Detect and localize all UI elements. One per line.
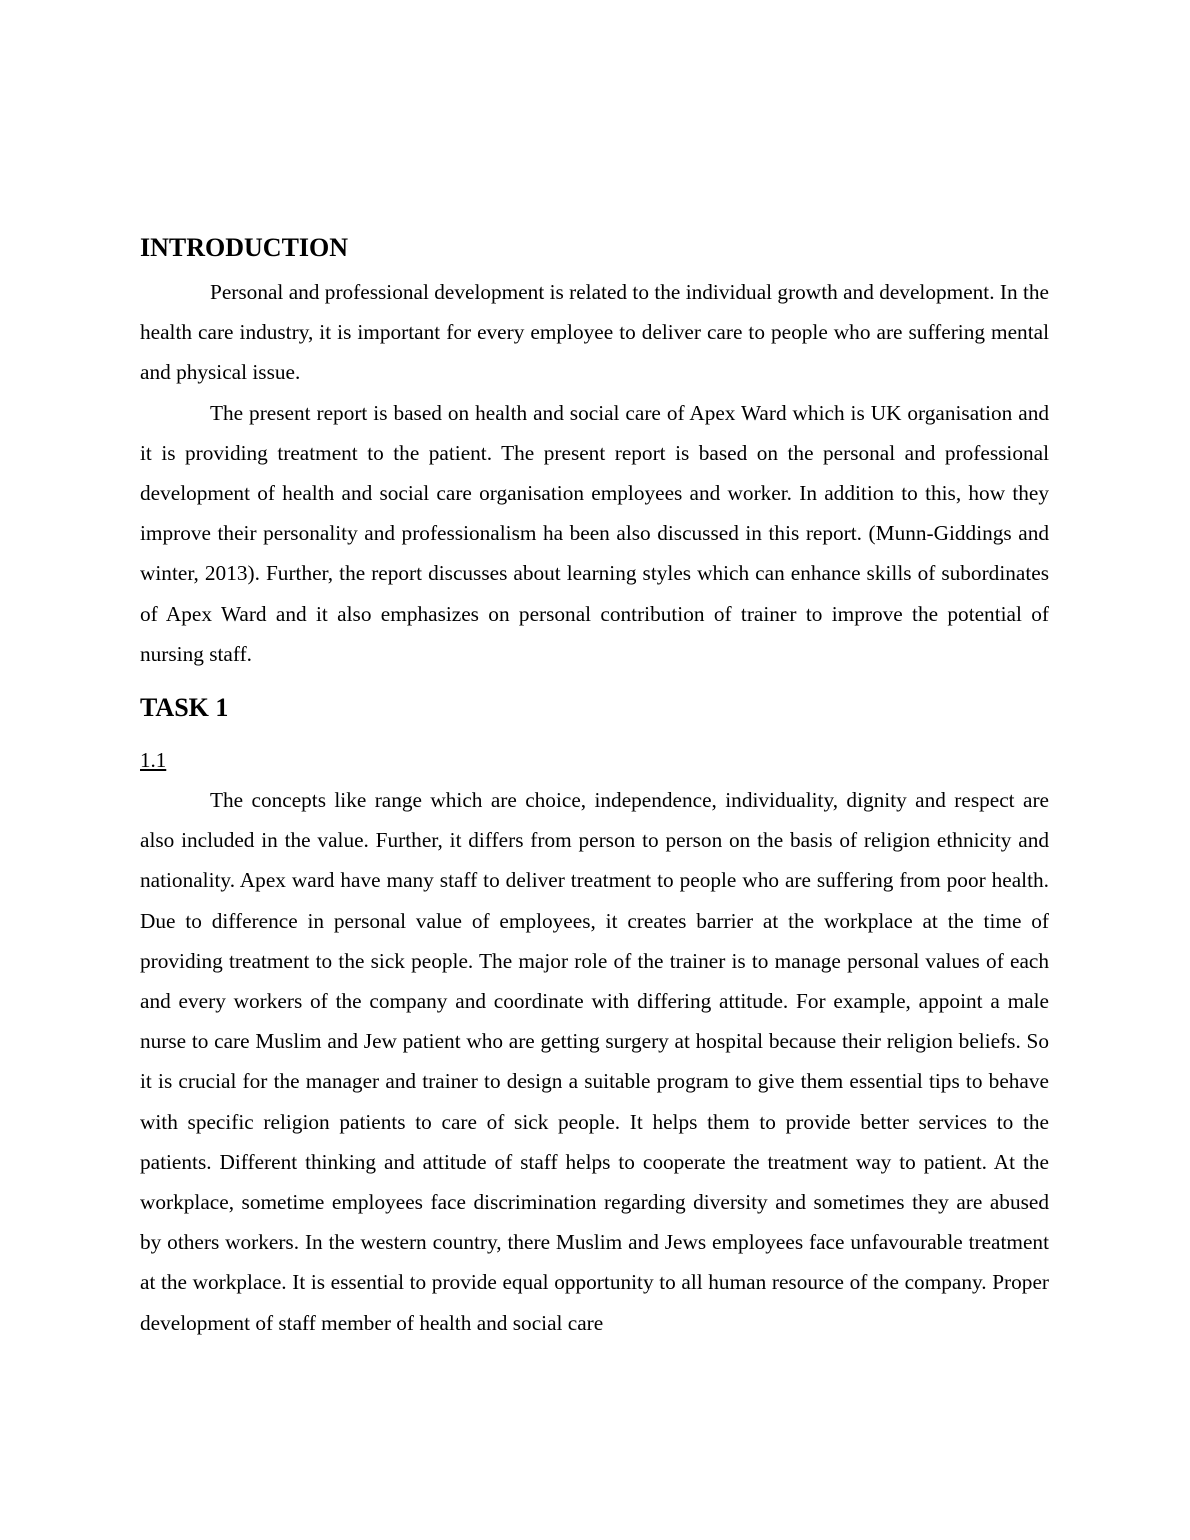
task-1-paragraph: The concepts like range which are choice, independence, individuality, dignity and respect are also included in the value. Further, it differs from person to person on the basis of religion ethnicity and nationality. Apex ward have many staff to deliver treatment to people who are suffering from poor health. Due to difference in personal value of employees, it creates barrier at the workplace at the time of providing treatment to the sick people. The major role of the trainer is to manage personal values of each and every workers of the company and coordinate with differing attitude. For example, appoint a male nurse to care Muslim and Jew patient who are getting surgery at hospital because their religion beliefs. So it is crucial for the manager and trainer to design a suitable program to give them essential tips to behave with specific religion patients to care of sick people. It helps them to provide better services to the patients. Different thinking and attitude of staff helps to cooperate the treatment way to patient. At the workplace, sometime employees face discrimination regarding diversity and sometimes they are abused by others workers. In the western country, there Muslim and Jews employees face unfavourable treatment at the workplace. It is essential to provide equal opportunity to all human resource of the company. Proper development of staff member of health and social care (140, 788, 1049, 1335)
introduction-heading: INTRODUCTION (140, 233, 349, 262)
introduction-paragraph: Personal and professional development is related to the individual growth and development. In the health care industry, it is important for every employee to deliver care to people who are suffering mental and physical issue. (140, 280, 1049, 385)
document-page (140, 228, 1049, 1343)
task-1-heading: TASK 1 (140, 693, 229, 723)
introduction-paragraph: The present report is based on health and social care of Apex Ward which is UK organisation and it is providing treatment to the patient. The present report is based on the personal and professional development of health and social care organisation employees and worker. In addition to this, how they improve their personality and professionalism ha been also discussed in this report. (Munn-Giddings and winter, 2013). Further, the report discusses about learning styles which can enhance skills of subordinates of Apex Ward and it also emphasizes on personal contribution of trainer to improve the potential of nursing staff. (140, 400, 1049, 666)
section-number-1-1: 1.1 (140, 748, 167, 773)
